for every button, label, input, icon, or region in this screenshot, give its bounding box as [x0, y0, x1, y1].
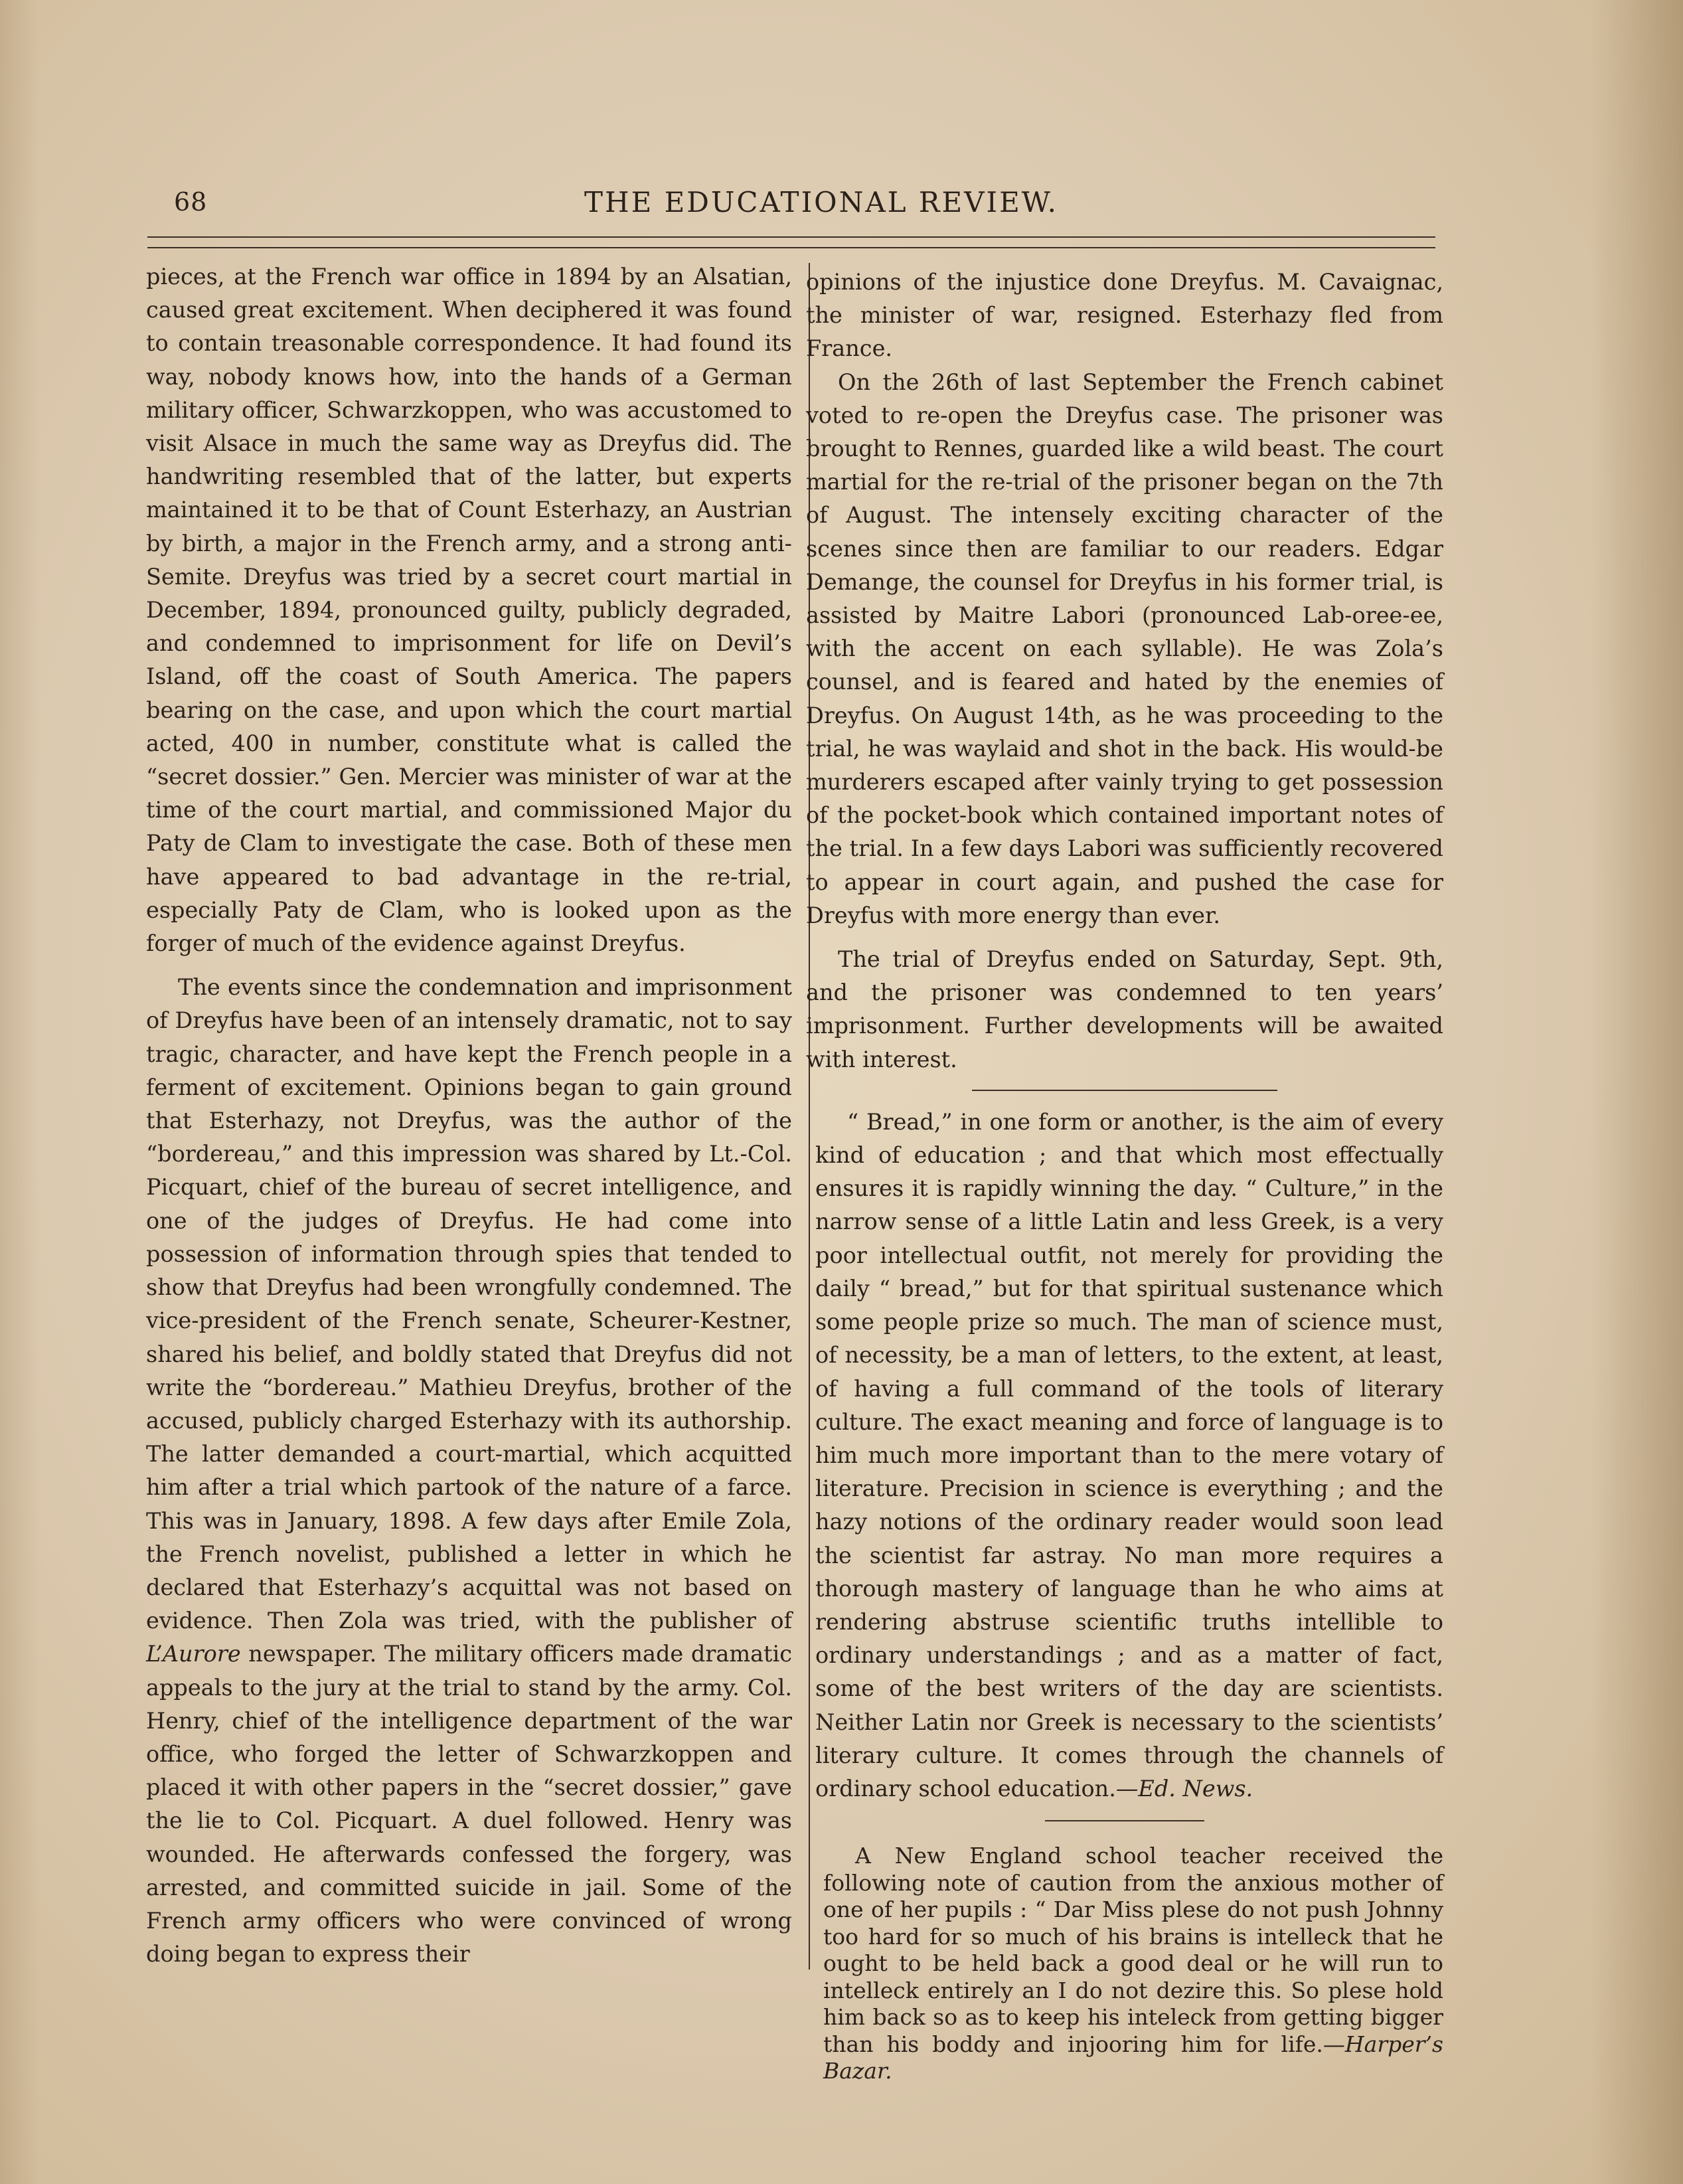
header-rule-top: [147, 236, 1435, 238]
item-separator-rule-short: [1045, 1820, 1204, 1821]
bread-item-text: “ Bread,” in one form or another, is the aim of every kind of education ; and that which most effectually ensures it is rapidly winning the day. “ Culture,” in the narrow sense of a little Latin and less Greek, is a very poor intellectual outfit, not merely for providing the daily “ bread,” but for that spiritual sustenance which some people prize so much. The man of science must, of necessity, be a man of letters, to the extent, at least, of having a full command of the tools of literary culture. The exact meaning and force of language is to him much more important than to the mere votary of literature. Precision in science is everything ; and the hazy notions of the ordinary reader would soon lead the scientist far astray. No man more requires a thorough mastery of language than he who aims at rendering abstruse scientific truths intellible to ordinary understandings ; and as a matter of fact, some of the best writers of the day are scientists. Neither Latin nor Greek is necessary to the scientists’ literary culture. It comes through the channels of ordinary school education.: [815, 1108, 1443, 1802]
header-rule-bottom: [147, 247, 1435, 248]
left-paragraph-2-part-1: The events since the condemnation and imprisonment of Dreyfus have been of an intensely dramatic, not to say tragic, character, and have kept the French people in a ferment of excitement. Opinions began to gain ground that Esterhazy, not Dreyfus, was the author of the “bordereau,” and this impression was shared by Lt.-Col. Picquart, chief of the bureau of secret intelligence, and one of the judges of Dreyfus. He had come into possession of information through spies that tended to show that Dreyfus had been wrongfully condemned. The vice-president of the French senate, Scheurer-Kestner, shared his belief, and boldly stated that Dreyfus did not write the “bordereau.” Mathieu Dreyfus, brother of the accused, publicly charged Esterhazy with its authorship. The latter demanded a court-martial, which acquitted him after a trial which partook of the nature of a farce. This was in January, 1898. A few days after Emile Zola, the French novelist, published a letter in which he declared that Esterhazy’s acquittal was not based on evidence. Then Zola was tried, with the publisher of: [146, 974, 792, 1634]
right-paragraph-2: On the 26th of last September the French cabinet voted to re-open the Dreyfus case. The prisoner was brought to Rennes, guarded like a wild beast. The court martial for the re-trial of the prisoner began on the 7th of August. The intensely exciting character of the scenes since then are familiar to our readers. Edgar Demange, the counsel for Dreyfus in his former trial, is assisted by Maitre Labori (pronounced Lab-oree-ee, with the accent on each syllable). He was Zola’s counsel, and is feared and hated by the enemies of Dreyfus. On August 14th, as he was proceeding to the trial, he was waylaid and shot in the back. His would-be murderers escaped after vainly trying to get possession of the pocket-book which contained important notes of the trial. In a few days Labori was sufficiently recovered to appear in court again, and pushed the case for Dreyfus with more energy than ever.: [806, 369, 1443, 928]
left-paragraph-2: [146, 971, 792, 1971]
teacher-item-text: A New England school teacher received the following note of caution from the anxious mother of one of her pupils : “ Dar Miss plese do not push Johnny too hard for so much of his brains is intelleck that he ought to be held back a good deal or he will run to intelleck entirely an I do not dezire this. So plese hold him back so as to keep his inteleck from getting bigger than his boddy and injooring him for life.: [823, 1843, 1443, 2057]
bread-item: [815, 1106, 1443, 1806]
running-head: THE EDUCATIONAL REVIEW.: [584, 186, 1058, 218]
bread-item-source: —Ed. News.: [1115, 1775, 1253, 1802]
right-column: [806, 266, 1443, 2085]
page-edge-shadow-right: [1590, 0, 1683, 2184]
page-edge-shadow-left: [0, 0, 40, 2184]
newspaper-title: L’Aurore: [146, 1641, 241, 1667]
right-paragraph-3: The trial of Dreyfus ended on Saturday, Sept. 9th, and the prisoner was condemned to ten years’ imprisonment. Further developments will be awaited with interest.: [806, 946, 1443, 1072]
page-number: 68: [174, 187, 208, 216]
left-paragraph-2-part-2: newspaper. The military officers made dramatic appeals to the jury at the trial to stand by the army. Col. Henry, chief of the intelligence department of the war office, who forged the letter of Schwarzkoppen and placed it with other papers in the “secret dossier,” gave the lie to Col. Picquart. A duel followed. Henry was wounded. He afterwards confessed the forgery, was arrested, and committed suicide in jail. Some of the French army officers who were convinced of wrong doing began to express their: [146, 1641, 792, 1968]
item-separator-rule: [972, 1090, 1277, 1091]
teacher-item-source: —Harper’s Bazar.: [823, 2031, 1443, 2084]
teacher-item: [823, 1843, 1443, 2085]
left-column: [146, 260, 792, 1971]
left-paragraph-1: pieces, at the French war office in 1894 by an Alsatian, caused great excitement. When deciphered it was found to contain treasonable correspondence. It had found its way, nobody knows how, into the hands of a German military officer, Schwarzkoppen, who was accustomed to visit Alsace in much the same way as Dreyfus did. The handwriting resembled that of the latter, but experts maintained it to be that of Count Esterhazy, an Austrian by birth, a major in the French army, and a strong anti-Semite. Dreyfus was tried by a secret court martial in December, 1894, pronounced guilty, publicly degraded, and condemned to imprisonment for life on Devil’s Island, off the coast of South America. The papers bearing on the case, and upon which the court martial acted, 400 in number, constitute what is called the “secret dossier.” Gen. Mercier was minister of war at the time of the court martial, and commissioned Major du Paty de Clam to investigate the case. Both of these men have appeared to bad advantage in the re-trial, especially Paty de Clam, who is looked upon as the forger of much of the evidence against Dreyfus.: [146, 264, 792, 957]
right-paragraph-1: opinions of the injustice done Dreyfus. M. Cavaignac, the minister of war, resigned. Esterhazy fled from France.: [806, 269, 1443, 362]
